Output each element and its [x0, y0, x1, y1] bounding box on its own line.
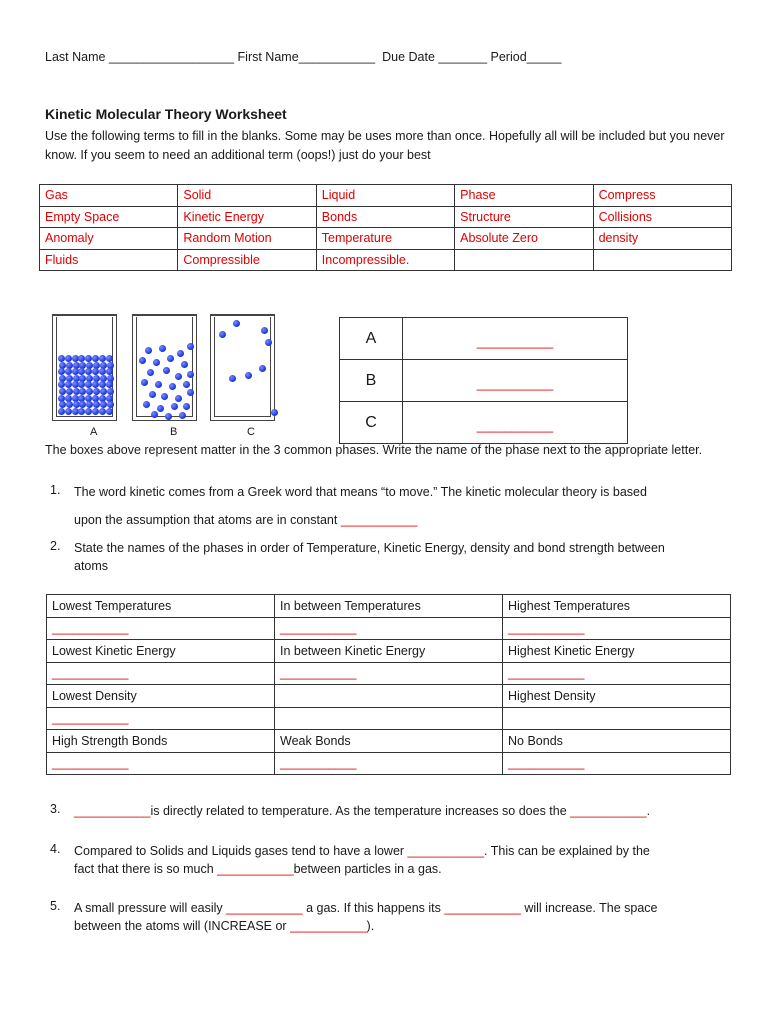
- beaker-label-a: A: [90, 426, 98, 438]
- answer-blank[interactable]: ___________: [340, 513, 418, 527]
- particle-dot: [163, 367, 170, 374]
- term-cell: Empty Space: [40, 206, 178, 228]
- phase-order-header: In between Kinetic Energy: [275, 640, 503, 663]
- phase-order-table: [46, 594, 731, 775]
- phase-letter: A: [340, 318, 403, 360]
- answer-blank[interactable]: ___________: [503, 617, 731, 640]
- phase-answer-row: [340, 318, 628, 360]
- particle-dot: [183, 403, 190, 410]
- particle-dot: [259, 365, 266, 372]
- particle-dot: [92, 408, 99, 415]
- phase-answer-blank[interactable]: ___________: [403, 402, 628, 444]
- term-cell: Solid: [178, 185, 316, 207]
- question-5-body: ).: [366, 919, 375, 933]
- particle-dot: [171, 403, 178, 410]
- question-number: 3.: [50, 802, 61, 816]
- worksheet-title: Kinetic Molecular Theory Worksheet: [45, 106, 287, 122]
- particle-dot: [233, 320, 240, 327]
- answer-blank[interactable]: ___________: [47, 662, 275, 685]
- question-2-text: State the names of the phases in order of Temperature, Kinetic Energy, density and bond strength between atoms: [74, 541, 665, 573]
- particle-dot: [179, 412, 186, 419]
- particle-dot: [65, 355, 72, 362]
- instructions-text: Use the following terms to fill in the blanks. Some may be uses more than once. Hopefully all will be included but you never know. If you seem to need an additional term (oops!) just do your best: [45, 129, 725, 162]
- phase-order-header: Weak Bonds: [275, 730, 503, 753]
- particle-dot: [159, 345, 166, 352]
- answer-blank[interactable]: ___________: [47, 752, 275, 775]
- answer-blank[interactable]: ___________: [503, 662, 731, 685]
- first-name-label: First Name: [234, 50, 299, 64]
- last-name-label: Last Name: [45, 50, 109, 64]
- answer-blank[interactable]: ___________: [503, 752, 731, 775]
- particle-dot: [169, 383, 176, 390]
- gas-phase-beaker: [210, 314, 275, 421]
- question-1-text: upon the assumption that atoms are in constant: [74, 513, 341, 527]
- question-number: 5.: [50, 899, 61, 913]
- particle-dot: [100, 388, 107, 395]
- phase-answer-blank[interactable]: ___________: [403, 318, 628, 360]
- phase-order-header: Lowest Temperatures: [47, 595, 275, 618]
- answer-blank[interactable]: ___________: [217, 862, 294, 876]
- particle-dot: [65, 408, 72, 415]
- question-4-text: [74, 842, 734, 878]
- particle-dot: [106, 355, 113, 362]
- answer-blank[interactable]: ___________: [226, 901, 303, 915]
- question-3-text: [74, 802, 734, 820]
- solid-particles: [56, 317, 113, 417]
- particle-dot: [161, 393, 168, 400]
- particle-dot: [145, 347, 152, 354]
- term-cell: Structure: [455, 206, 593, 228]
- particle-dot: [229, 375, 236, 382]
- solid-phase-beaker: [52, 314, 117, 421]
- phase-answer-table: [339, 317, 628, 444]
- question-5-body: will increase. The space: [520, 901, 658, 915]
- term-cell: density: [593, 228, 731, 250]
- term-cell: Compressible: [178, 249, 316, 271]
- particle-dot: [59, 388, 66, 395]
- particle-dot: [155, 381, 162, 388]
- due-date-label: Due Date: [375, 50, 439, 64]
- term-cell: Phase: [455, 185, 593, 207]
- term-cell: Temperature: [316, 228, 454, 250]
- particle-dot: [153, 359, 160, 366]
- particle-dot: [165, 413, 172, 420]
- word-bank-row: [40, 228, 732, 250]
- answer-blank[interactable]: ___________: [275, 752, 503, 775]
- answer-blank[interactable]: [503, 707, 731, 730]
- particle-dot: [141, 379, 148, 386]
- phase-order-row: [47, 617, 731, 640]
- particle-dot: [245, 372, 252, 379]
- question-5-body: a gas. If this happens its: [302, 901, 445, 915]
- particle-dot: [92, 355, 99, 362]
- period-blank[interactable]: _____: [526, 50, 562, 64]
- particle-dot: [187, 371, 194, 378]
- question-3-end: .: [646, 804, 651, 818]
- term-cell: Anomaly: [40, 228, 178, 250]
- phase-caption: The boxes above represent matter in the 3 common phases. Write the name of the phase next to the appropriate letter.: [45, 443, 703, 457]
- liquid-particles: [136, 317, 193, 417]
- term-cell: Random Motion: [178, 228, 316, 250]
- question-1-line-1: The word kinetic comes from a Greek word that means “to move.” The kinetic molecular theory is based: [74, 485, 647, 499]
- liquid-phase-beaker: [132, 314, 197, 421]
- answer-blank[interactable]: ___________: [407, 844, 485, 858]
- answer-blank[interactable]: ___________: [444, 901, 521, 915]
- particle-dot: [139, 357, 146, 364]
- particle-dot: [58, 408, 65, 415]
- phase-order-header: High Strength Bonds: [47, 730, 275, 753]
- answer-blank[interactable]: [275, 707, 503, 730]
- phase-order-row: [47, 707, 731, 730]
- term-cell: Absolute Zero: [455, 228, 593, 250]
- answer-blank[interactable]: ___________: [74, 804, 151, 818]
- particle-dot: [99, 355, 106, 362]
- particle-dot: [175, 395, 182, 402]
- term-cell: Fluids: [40, 249, 178, 271]
- term-cell: Collisions: [593, 206, 731, 228]
- phase-order-row: [47, 595, 731, 618]
- question-5-body: A small pressure will easily: [74, 901, 227, 915]
- phase-letter: B: [340, 360, 403, 402]
- word-bank-row: [40, 185, 732, 207]
- answer-blank[interactable]: ___________: [47, 707, 275, 730]
- particle-dot: [149, 391, 156, 398]
- phase-letter: C: [340, 402, 403, 444]
- phase-order-header: No Bonds: [503, 730, 731, 753]
- answer-blank[interactable]: ___________: [290, 919, 367, 933]
- phase-order-row: [47, 752, 731, 775]
- particle-dot: [177, 350, 184, 357]
- phase-answer-row: [340, 360, 628, 402]
- term-cell: Compress: [593, 185, 731, 207]
- phase-answer-row: [340, 402, 628, 444]
- particle-dot: [261, 327, 268, 334]
- first-name-blank[interactable]: ___________: [298, 50, 376, 64]
- phase-order-header: In between Temperatures: [275, 595, 503, 618]
- gas-particles: [214, 317, 271, 417]
- particle-dot: [181, 361, 188, 368]
- due-date-blank[interactable]: _______: [438, 50, 488, 64]
- phase-order-row: [47, 685, 731, 708]
- answer-blank[interactable]: ___________: [275, 662, 503, 685]
- particle-dot: [151, 411, 158, 418]
- question-4-body: between particles in a gas.: [293, 862, 442, 876]
- question-4-body: fact that there is so much: [74, 862, 218, 876]
- last-name-blank[interactable]: __________________: [108, 50, 235, 64]
- question-number: 1.: [50, 483, 61, 497]
- term-cell: Gas: [40, 185, 178, 207]
- word-bank-row: [40, 206, 732, 228]
- question-4-body: Compared to Solids and Liquids gases tend to have a lower: [74, 844, 408, 858]
- particle-dot: [219, 331, 226, 338]
- question-number: 2.: [50, 539, 61, 553]
- term-cell: Liquid: [316, 185, 454, 207]
- phase-order-header: Highest Density: [503, 685, 731, 708]
- particle-dot: [187, 343, 194, 350]
- particle-dot: [167, 355, 174, 362]
- answer-blank[interactable]: ___________: [275, 617, 503, 640]
- particle-dot: [99, 408, 106, 415]
- phase-answer-blank[interactable]: ___________: [403, 360, 628, 402]
- phase-order-header: Lowest Density: [47, 685, 275, 708]
- question-1-line-2: [74, 511, 734, 529]
- beaker-label-c: C: [247, 426, 255, 438]
- particle-dot: [175, 373, 182, 380]
- phase-order-header: Highest Temperatures: [503, 595, 731, 618]
- term-cell: Kinetic Energy: [178, 206, 316, 228]
- particle-dot: [147, 369, 154, 376]
- term-cell: [455, 249, 593, 271]
- period-label: Period: [487, 50, 527, 64]
- phase-order-row: [47, 662, 731, 685]
- particle-dot: [187, 389, 194, 396]
- particle-dot: [58, 355, 65, 362]
- term-cell: [593, 249, 731, 271]
- particle-dot: [93, 388, 100, 395]
- term-cell: Incompressible.: [316, 249, 454, 271]
- question-5-text: [74, 899, 734, 935]
- particle-dot: [143, 401, 150, 408]
- question-number: 4.: [50, 842, 61, 856]
- word-bank-table: [39, 184, 732, 271]
- answer-blank[interactable]: ___________: [47, 617, 275, 640]
- student-info-line: [45, 50, 745, 64]
- answer-blank[interactable]: ___________: [570, 804, 647, 818]
- beaker-label-b: B: [170, 426, 178, 438]
- word-bank-row: [40, 249, 732, 271]
- particle-dot: [107, 388, 114, 395]
- particle-dot: [157, 405, 164, 412]
- phase-order-header: Lowest Kinetic Energy: [47, 640, 275, 663]
- phase-order-row: [47, 730, 731, 753]
- particle-dot: [66, 388, 73, 395]
- particle-dot: [265, 339, 272, 346]
- particle-dot: [271, 409, 278, 416]
- phase-order-header: [275, 685, 503, 708]
- phase-order-header: Highest Kinetic Energy: [503, 640, 731, 663]
- question-3-body: is directly related to temperature. As the temperature increases so does the: [150, 804, 571, 818]
- question-5-body: between the atoms will (INCREASE or: [74, 919, 291, 933]
- phase-order-row: [47, 640, 731, 663]
- particle-dot: [183, 381, 190, 388]
- term-cell: Bonds: [316, 206, 454, 228]
- question-4-body: . This can be explained by the: [484, 844, 650, 858]
- particle-dot: [106, 408, 113, 415]
